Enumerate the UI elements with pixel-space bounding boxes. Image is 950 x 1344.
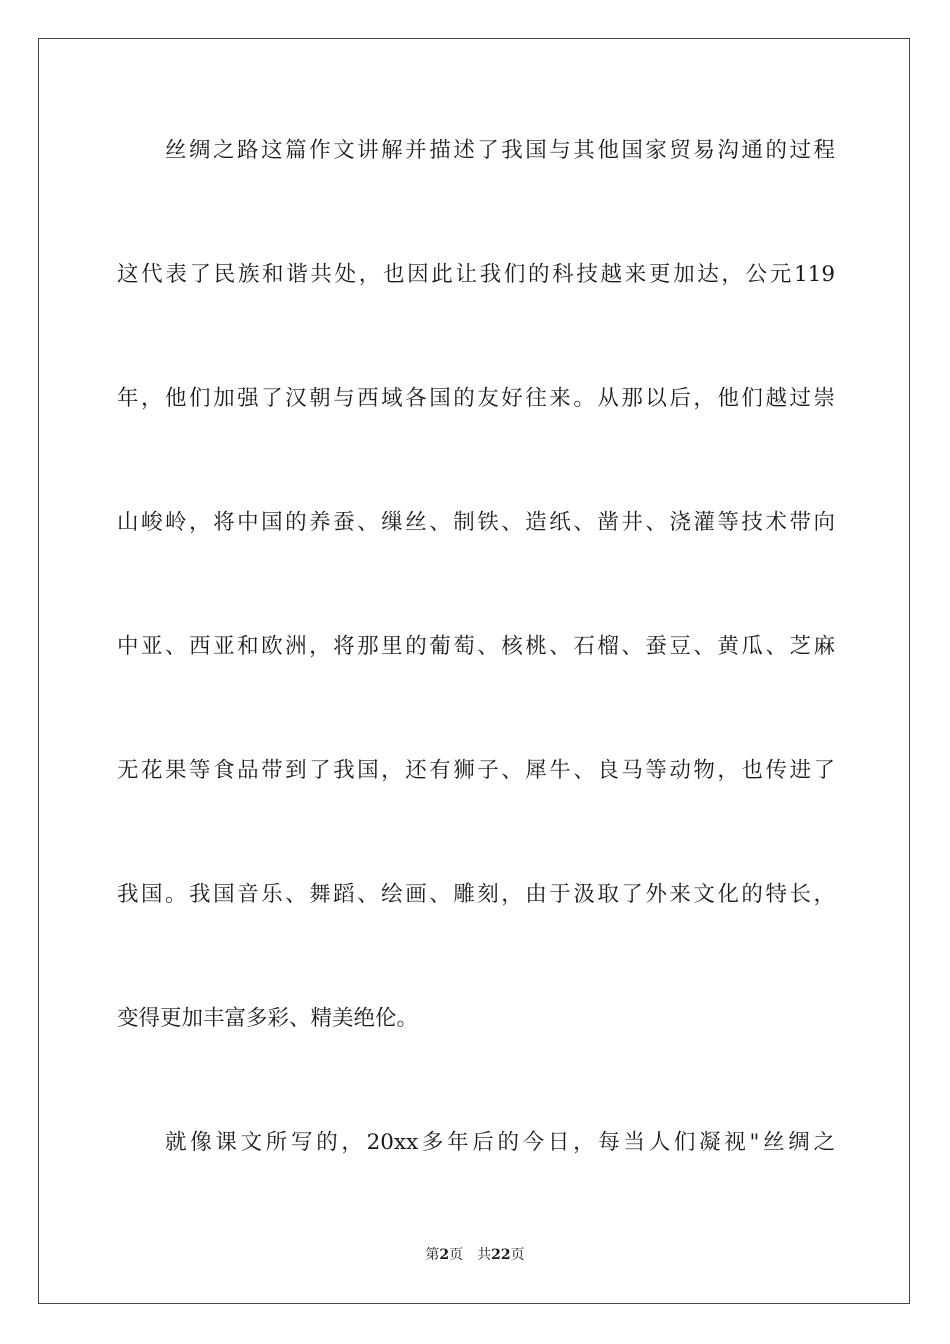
footer-page-prefix: 第 — [425, 1247, 440, 1263]
paragraph-2-line-1: 就像课文所写的，20xx多年后的今日，每当人们凝视"丝绸之 — [165, 1130, 835, 1155]
paragraph-1-line-4: 山峻岭，将中国的养蚕、缫丝、制铁、造纸、凿井、浇灌等技术带向 — [117, 510, 835, 535]
footer-total-suffix: 页 — [510, 1247, 525, 1263]
paragraph-1-line-3: 年，他们加强了汉朝与西域各国的友好往来。从那以后，他们越过崇 — [117, 386, 835, 411]
paragraph-1-line-7: 我国。我国音乐、舞蹈、绘画、雕刻，由于汲取了外来文化的特长， — [117, 882, 835, 907]
footer-page-number: 2 — [439, 1247, 450, 1263]
paragraph-1-line-6: 无花果等食品带到了我国，还有狮子、犀牛、良马等动物，也传进了 — [117, 758, 835, 783]
footer-total-prefix: 共 — [477, 1247, 492, 1263]
paragraph-1-line-5: 中亚、西亚和欧洲，将那里的葡萄、核桃、石榴、蚕豆、黄瓜、芝麻 — [117, 634, 835, 659]
footer-page-suffix: 页 — [449, 1247, 464, 1263]
page-footer — [0, 1245, 950, 1265]
paragraph-1-line-1: 丝绸之路这篇作文讲解并描述了我国与其他国家贸易沟通的过程 — [165, 138, 835, 163]
paragraph-1-line-8: 变得更加丰富多彩、精美绝伦。 — [117, 1006, 419, 1031]
paragraph-1-line-2: 这代表了民族和谐共处，也因此让我们的科技越来更加达，公元119 — [117, 262, 835, 287]
footer-total-pages: 22 — [491, 1247, 511, 1263]
page-border — [38, 38, 910, 1304]
